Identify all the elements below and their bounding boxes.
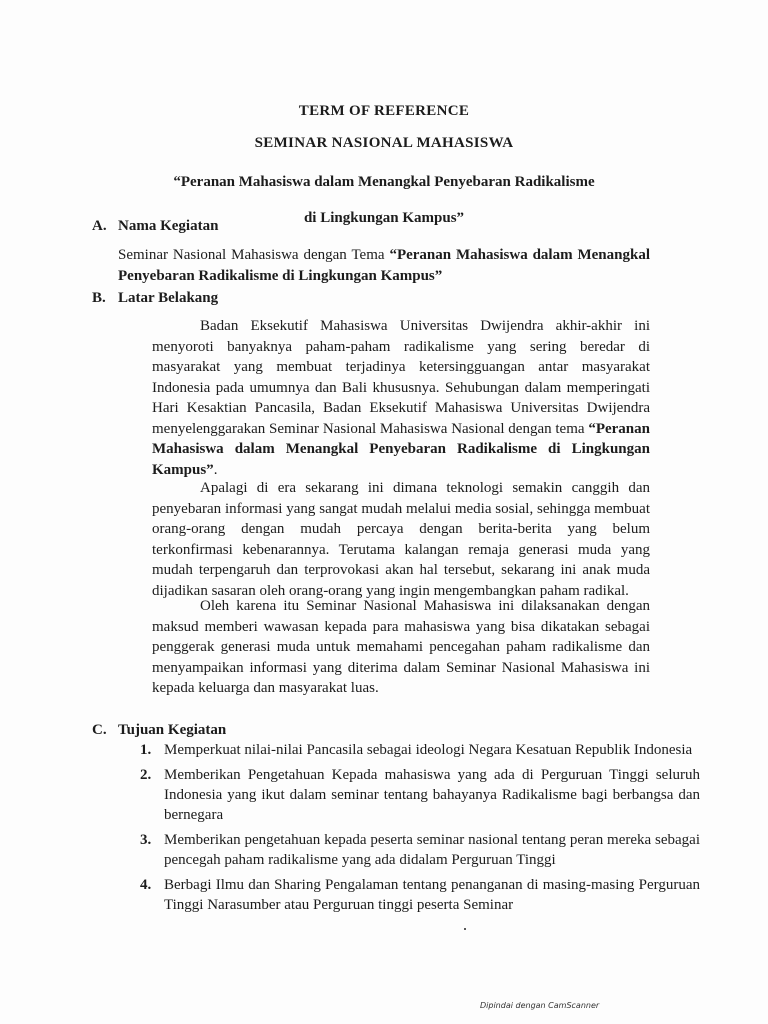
section-b-heading bbox=[92, 290, 218, 307]
document-theme-line-1: “Peranan Mahasiswa dalam Menangkal Penyebaran Radikalisme bbox=[173, 174, 595, 190]
section-b-p1-bold: “Peranan Mahasiswa dalam Menangkal Penyebaran Radikalisme di Lingkungan Kampus” bbox=[152, 420, 650, 478]
objectives-list bbox=[140, 740, 700, 920]
section-a-letter: A. bbox=[92, 218, 107, 234]
section-c-title: Tujuan Kegiatan bbox=[118, 722, 227, 738]
list-item bbox=[140, 830, 700, 870]
document-theme-line-2: di Lingkungan Kampus” bbox=[303, 210, 465, 226]
section-c-letter: C. bbox=[92, 722, 107, 738]
list-item-number: 1. bbox=[140, 742, 152, 758]
list-item-number: 3. bbox=[140, 832, 152, 848]
scanner-watermark: Dipindai dengan CamScanner bbox=[480, 1001, 600, 1010]
list-item-text: Memperkuat nilai-nilai Pancasila sebagai ideologi Negara Kesatuan Republik Indonesia bbox=[164, 742, 693, 758]
list-item-text: Memberikan Pengetahuan Kepada mahasiswa yang ada di Perguruan Tinggi seluruh Indonesia yang ikut dalam seminar tentang bahayanya Radikalisme bagi berbangsa dan bernegara bbox=[164, 767, 700, 823]
section-b-title: Latar Belakang bbox=[118, 290, 219, 306]
list-item bbox=[140, 765, 700, 825]
section-a-text-plain: Seminar Nasional Mahasiswa dengan Tema bbox=[118, 247, 390, 263]
section-b-p1-plain: Badan Eksekutif Mahasiswa Universitas Dwijendra akhir-akhir ini menyoroti banyaknya paham-paham radikalisme yang sering beredar di masyarakat yang membuat terjadinya ketersingguangan antar masyarakat Indonesia pada umumnya dan Bali khususnya. Sehubungan dalam memperingati Hari Kesaktian Pancasila, Badan Eksekutif Mahasiswa Universitas Dwijendra menyelenggarakan Seminar Nasional Mahasiswa Nasional dengan tema bbox=[152, 318, 650, 437]
section-b-p1-end: . bbox=[213, 461, 218, 478]
section-a-text-bold: “Peranan Mahasiswa dalam Menangkal Penyebaran Radikalisme di Lingkungan Kampus” bbox=[118, 247, 651, 284]
section-b-paragraph-1 bbox=[152, 316, 650, 480]
list-item-text: Berbagi Ilmu dan Sharing Pengalaman tentang penanganan di masing-masing Perguruan Tinggi Narasumber atau Perguruan tinggi peserta Seminar bbox=[164, 877, 700, 913]
section-a-heading bbox=[92, 218, 218, 235]
document-subtitle: SEMINAR NASIONAL MAHASISWA bbox=[254, 135, 514, 151]
list-item-number: 4. bbox=[140, 877, 152, 893]
section-a-text bbox=[118, 245, 650, 286]
section-b-letter: B. bbox=[92, 290, 106, 306]
list-item bbox=[140, 875, 700, 915]
document-title: TERM OF REFERENCE bbox=[298, 103, 470, 119]
scan-speck bbox=[464, 928, 466, 930]
list-item-text: Memberikan pengetahuan kepada peserta seminar nasional tentang peran mereka sebagai pencegah paham radikalisme yang ada didalam Perguruan Tinggi bbox=[164, 832, 700, 868]
section-b-paragraph-2: Apalagi di era sekarang ini dimana teknologi semakin canggih dan penyebaran informasi yang sangat mudah melalui media sosial, sehingga membuat orang-orang dengan mudah percaya dengan berita-berita yang belum terkonfirmasi kebenarannya. Terutama kalangan remaja generasi muda yang mudah terpengaruh dan terprovokasi akan hal tersebut, sekarang ini anak muda dijadikan sasaran oleh orang-orang yang ingin mengembangkan paham radikal. bbox=[152, 480, 650, 599]
list-item bbox=[140, 740, 700, 760]
section-c-heading bbox=[92, 722, 226, 739]
section-a-title: Nama Kegiatan bbox=[118, 218, 219, 234]
list-item-number: 2. bbox=[140, 767, 152, 783]
section-b-paragraph-3: Oleh karena itu Seminar Nasional Mahasiswa ini dilaksanakan dengan maksud memberi wawasan kepada para mahasiswa yang bisa dikatakan sebagai penggerak generasi muda untuk memahami pencegahan paham radikalisme dan menyampaikan informasi yang diterima dalam Seminar Nasional Mahasiswa ini kepada keluarga dan masyarakat luas. bbox=[152, 598, 650, 696]
title-block bbox=[0, 100, 768, 236]
